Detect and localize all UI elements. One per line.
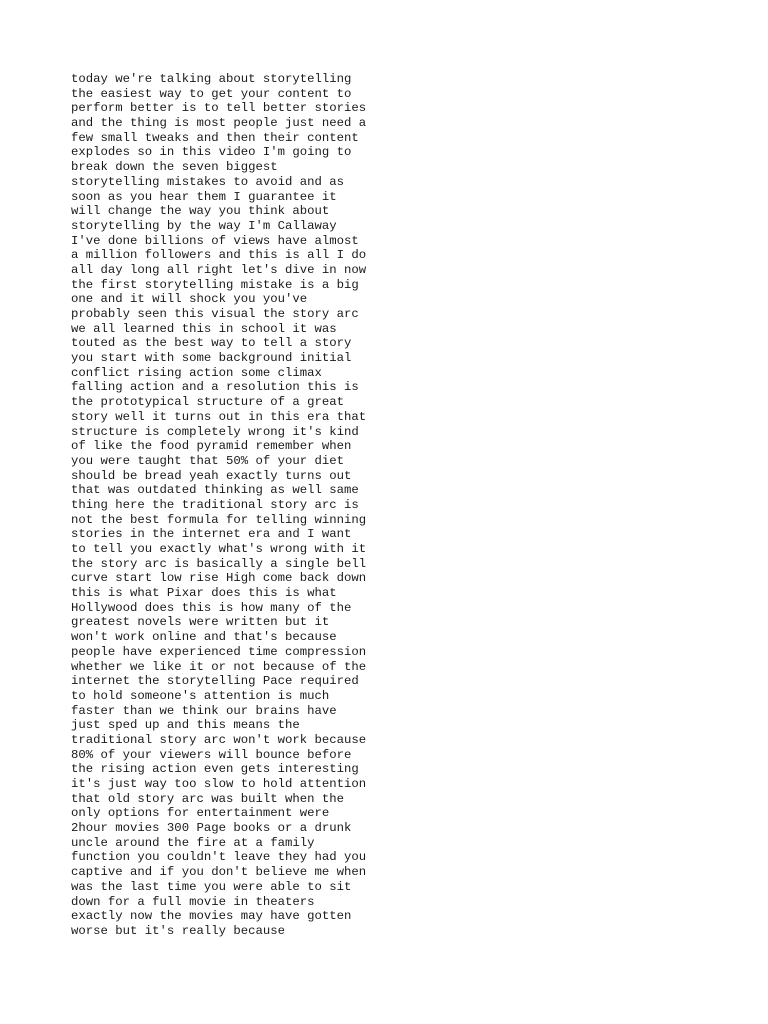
transcript-line: to hold someone's attention is much xyxy=(71,688,330,703)
transcript-line: explodes so in this video I'm going to xyxy=(71,145,352,160)
transcript-line: thing here the traditional story arc is xyxy=(71,497,359,512)
transcript-line: it's just way too slow to hold attention xyxy=(71,777,367,791)
transcript-line: captive and if you don't believe me when xyxy=(71,865,367,880)
transcript-line: I've done billions of views have almost xyxy=(71,233,359,248)
transcript-text-block xyxy=(71,72,711,939)
transcript-line: curve start low rise High come back down xyxy=(71,571,367,586)
transcript-line: not the best formula for telling winning xyxy=(71,512,367,527)
transcript-line: the first storytelling mistake is a big xyxy=(71,277,359,292)
transcript-line: the rising action even gets interesting xyxy=(71,762,359,777)
transcript-line: the easiest way to get your content to xyxy=(71,86,352,101)
transcript-line: internet the storytelling Pace required xyxy=(71,674,359,689)
transcript-line: stories in the internet era and I want xyxy=(71,527,352,542)
transcript-line: only options for entertainment were xyxy=(71,806,330,821)
transcript-line: that was outdated thinking as well same xyxy=(71,483,359,498)
transcript-line: touted as the best way to tell a story xyxy=(71,336,352,351)
transcript-line: you start with some background initial xyxy=(71,351,352,366)
transcript-line: uncle around the fire at a family xyxy=(71,835,315,850)
transcript-line: people have experienced time compression xyxy=(71,644,367,659)
transcript-line: Hollywood does this is how many of the xyxy=(71,600,352,615)
transcript-line: to tell you exactly what's wrong with it xyxy=(71,542,367,556)
transcript-line: conflict rising action some climax xyxy=(71,365,322,380)
transcript-line: story well it turns out in this era that xyxy=(71,409,367,424)
transcript-line: worse but it's really because xyxy=(71,923,286,938)
transcript-line: break down the seven biggest xyxy=(71,160,278,175)
transcript-line: all day long all right let's dive in now xyxy=(71,262,367,277)
transcript-line: falling action and a resolution this is xyxy=(71,380,359,395)
transcript-line: faster than we think our brains have xyxy=(71,703,337,718)
transcript-line: whether we like it or not because of the xyxy=(71,659,367,674)
transcript-line: won't work online and that's because xyxy=(71,630,337,645)
transcript-line: will change the way you think about xyxy=(71,204,330,219)
transcript-line: a million followers and this is all I do xyxy=(71,248,367,263)
transcript-line: just sped up and this means the xyxy=(71,718,300,733)
transcript-line: we all learned this in school it was xyxy=(71,321,337,336)
transcript-line: structure is completely wrong it's kind xyxy=(71,424,359,439)
transcript-line: 2hour movies 300 Page books or a drunk xyxy=(71,821,352,836)
transcript-line: should be bread yeah exactly turns out xyxy=(71,468,352,483)
transcript-line: exactly now the movies may have gotten xyxy=(71,909,352,924)
transcript-line: greatest novels were written but it xyxy=(71,615,330,630)
transcript-line: was the last time you were able to sit xyxy=(71,879,352,894)
transcript-line: traditional story arc won't work because xyxy=(71,732,367,747)
transcript-line: storytelling mistakes to avoid and as xyxy=(71,174,345,189)
transcript-line: the prototypical structure of a great xyxy=(71,395,345,410)
transcript-line: of like the food pyramid remember when xyxy=(71,439,352,454)
transcript-line: down for a full movie in theaters xyxy=(71,894,315,909)
transcript-line: this is what Pixar does this is what xyxy=(71,586,337,601)
transcript-line: you were taught that 50% of your diet xyxy=(71,453,345,468)
transcript-line: perform better is to tell better stories xyxy=(71,101,367,116)
transcript-line: today we're talking about storytelling xyxy=(71,72,352,86)
transcript-line: and the thing is most people just need a xyxy=(71,116,367,131)
transcript-line: probably seen this visual the story arc xyxy=(71,307,359,321)
transcript-line: 80% of your viewers will bounce before xyxy=(71,747,352,762)
transcript-line: function you couldn't leave they had you xyxy=(71,850,367,865)
transcript-line: soon as you hear them I guarantee it xyxy=(71,189,337,204)
transcript-line: storytelling by the way I'm Callaway xyxy=(71,218,337,233)
transcript-line: the story arc is basically a single bell xyxy=(71,556,367,571)
transcript-line: few small tweaks and then their content xyxy=(71,130,359,145)
transcript-line: one and it will shock you you've xyxy=(71,292,308,307)
transcript-line: that old story arc was built when the xyxy=(71,791,345,806)
